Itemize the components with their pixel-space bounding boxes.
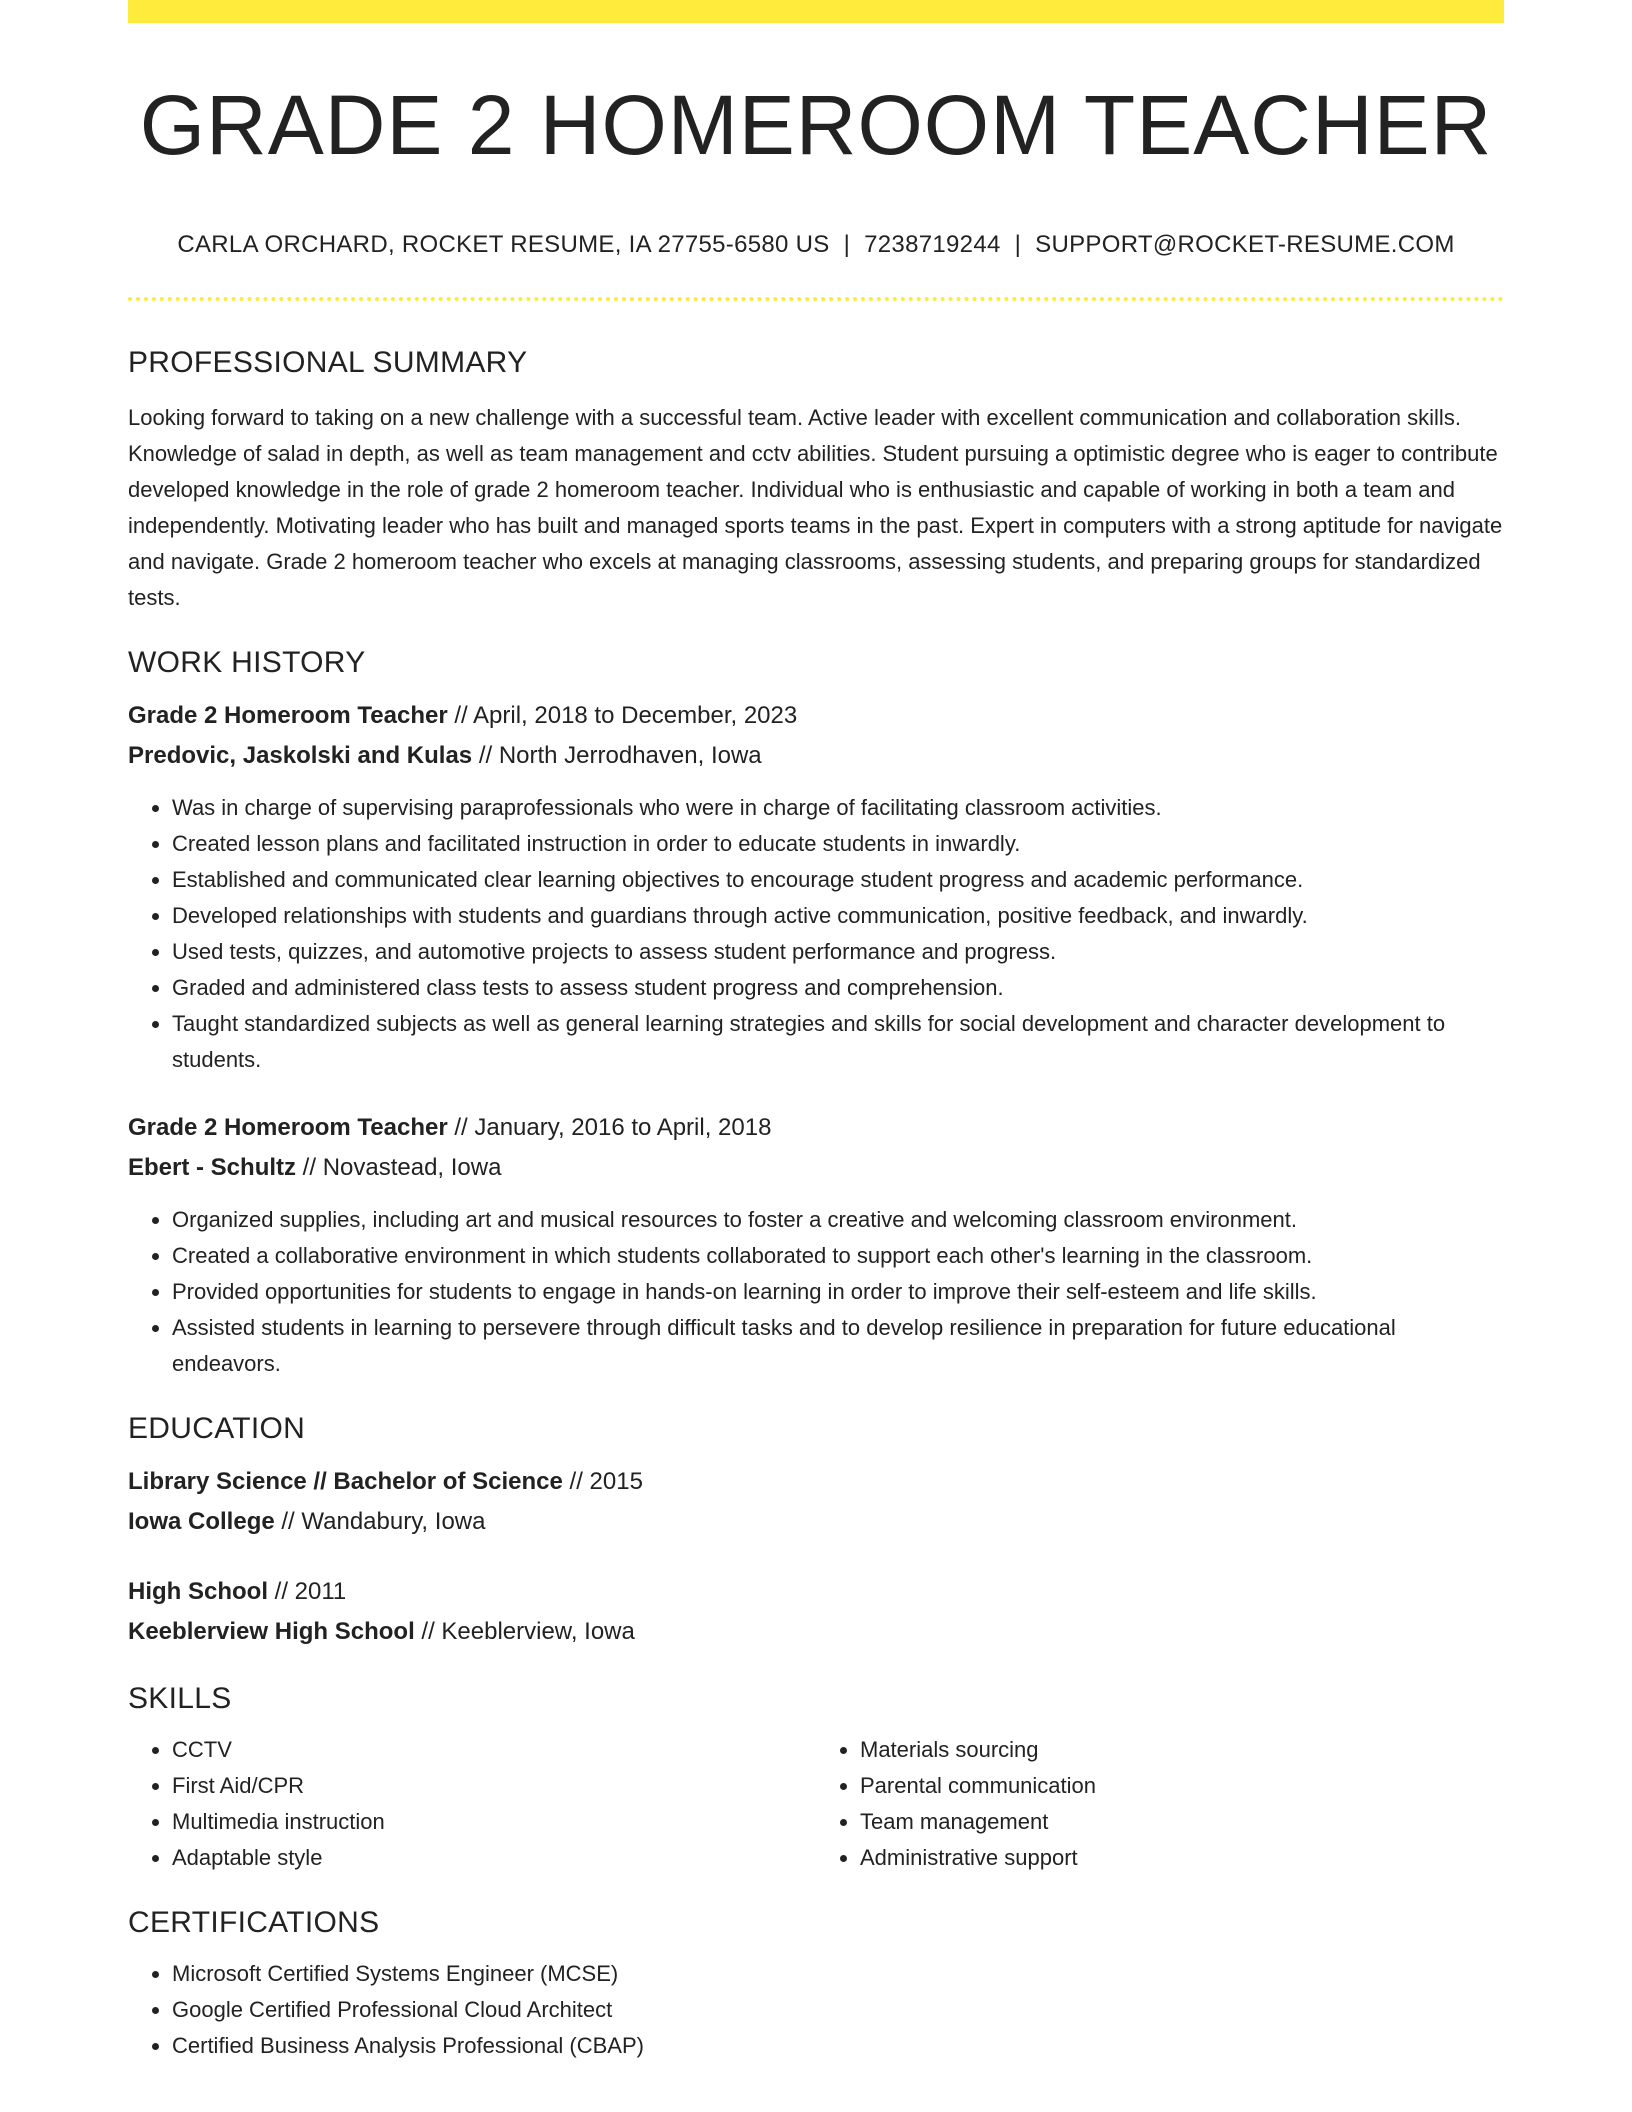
job-employer: Predovic, Jaskolski and Kulas	[128, 742, 473, 769]
certifications-heading: CERTIFICATIONS	[128, 1906, 380, 1939]
job-title-line	[128, 1108, 1504, 1148]
contact-phone: 7238719244	[864, 231, 1001, 258]
job-bullet: • Graded and administered class tests to assess student progress and comprehension.	[172, 970, 1504, 1006]
job-bullet: • Provided opportunities for students to engage in hands-on learning in order to improve their self-esteem and life skills.	[172, 1274, 1504, 1310]
job-title-line	[128, 696, 1504, 736]
education-year: // 2015	[562, 1468, 643, 1495]
certification-item: • Certified Business Analysis Professional (CBAP)	[172, 2028, 1504, 2064]
job-employer: Ebert - Schultz	[128, 1154, 297, 1181]
job-location: // North Jerrodhaven, Iowa	[472, 742, 762, 769]
job-dates: // April, 2018 to December, 2023	[447, 702, 798, 729]
job-bullet: • Established and communicated clear learning objectives to encourage student progress and academic performance.	[172, 862, 1504, 898]
skills-list-right	[816, 1732, 1504, 1876]
education-location: // Wandabury, Iowa	[274, 1508, 486, 1535]
job-bullet: • Used tests, quizzes, and automotive projects to assess student performance and progress.	[172, 934, 1504, 970]
certification-item: • Google Certified Professional Cloud Architect	[172, 1992, 1504, 2028]
job-dates: // January, 2016 to April, 2018	[447, 1114, 772, 1141]
skill-item: • Administrative support	[860, 1840, 1504, 1876]
job-bullet: • Created a collaborative environment in which students collaborated to support each other's learning in the classroom.	[172, 1238, 1504, 1274]
summary-text: Looking forward to taking on a new challenge with a successful team. Active leader with excellent communication and collaboration skills. Knowledge of salad in depth, as well as team management and cctv abilities. Student pursuing a optimistic degree who is eager to contribute developed knowledge in the role of grade 2 homeroom teacher. Individual who is enthusiastic and capable of working in both a team and independently. Motivating leader who has built and managed sports teams in the past. Expert in computers with a strong aptitude for navigate and navigate. Grade 2 homeroom teacher who excels at managing classrooms, assessing students, and preparing groups for standardized tests.	[128, 405, 1503, 610]
education-entry	[128, 1462, 1504, 1542]
dotted-divider	[128, 297, 1504, 301]
education-heading: EDUCATION	[128, 1412, 306, 1445]
job-title: Grade 2 Homeroom Teacher	[128, 1114, 448, 1141]
job-bullet: • Developed relationships with students and guardians through active communication, positive feedback, and inwardly.	[172, 898, 1504, 934]
accent-bar	[128, 0, 1504, 23]
certifications-list	[128, 1956, 1504, 2064]
contact-address: CARLA ORCHARD, ROCKET RESUME, IA 27755-6580 US	[177, 231, 830, 258]
job-employer-line	[128, 736, 1504, 776]
certification-item: • Microsoft Certified Systems Engineer (MCSE)	[172, 1956, 1504, 1992]
work-heading: WORK HISTORY	[128, 646, 366, 679]
job-bullets	[128, 790, 1504, 1078]
skill-item: • Materials sourcing	[860, 1732, 1504, 1768]
education-school: Keeblerview High School	[128, 1618, 415, 1645]
summary-heading: PROFESSIONAL SUMMARY	[128, 346, 528, 379]
job-entry	[128, 1108, 1504, 1382]
education-entry	[128, 1572, 1504, 1652]
job-bullet: • Was in charge of supervising paraprofessionals who were in charge of facilitating classroom activities.	[172, 790, 1504, 826]
skill-item: • Team management	[860, 1804, 1504, 1840]
job-location: // Novastead, Iowa	[296, 1154, 502, 1181]
job-bullet: • Taught standardized subjects as well as general learning strategies and skills for social development and character development to students.	[172, 1006, 1504, 1078]
education-school-line	[128, 1502, 1504, 1542]
skill-item: • Parental communication	[860, 1768, 1504, 1804]
skill-item: • CCTV	[172, 1732, 816, 1768]
job-entry	[128, 696, 1504, 1078]
skill-item: • First Aid/CPR	[172, 1768, 816, 1804]
education-degree-line	[128, 1462, 1504, 1502]
job-bullet: • Assisted students in learning to persevere through difficult tasks and to develop resilience in preparation for future educational endeavors.	[172, 1310, 1504, 1382]
job-bullet: • Created lesson plans and facilitated instruction in order to educate students in inwardly.	[172, 826, 1504, 862]
resume-page	[128, 0, 1504, 2064]
job-bullets	[128, 1202, 1504, 1382]
skills-heading: SKILLS	[128, 1682, 232, 1715]
skill-item: • Adaptable style	[172, 1840, 816, 1876]
education-school: Iowa College	[128, 1508, 275, 1535]
skill-item: • Multimedia instruction	[172, 1804, 816, 1840]
job-employer-line	[128, 1148, 1504, 1188]
resume-title: GRADE 2 HOMEROOM TEACHER	[139, 78, 1493, 172]
contact-email: SUPPORT@ROCKET-RESUME.COM	[1035, 231, 1455, 258]
education-location: // Keeblerview, Iowa	[414, 1618, 635, 1645]
skills-list-left	[128, 1732, 816, 1876]
education-degree-line	[128, 1572, 1504, 1612]
education-degree: High School	[128, 1578, 268, 1605]
skills-grid	[128, 1732, 1504, 1876]
education-year: // 2011	[268, 1578, 347, 1605]
job-title: Grade 2 Homeroom Teacher	[128, 702, 448, 729]
education-school-line	[128, 1612, 1504, 1652]
education-degree: Library Science // Bachelor of Science	[128, 1468, 563, 1495]
contact-separator: |	[843, 231, 851, 258]
contact-separator: |	[1014, 231, 1022, 258]
contact-line	[128, 231, 1504, 259]
job-bullet: • Organized supplies, including art and musical resources to foster a creative and welcoming classroom environment.	[172, 1202, 1504, 1238]
